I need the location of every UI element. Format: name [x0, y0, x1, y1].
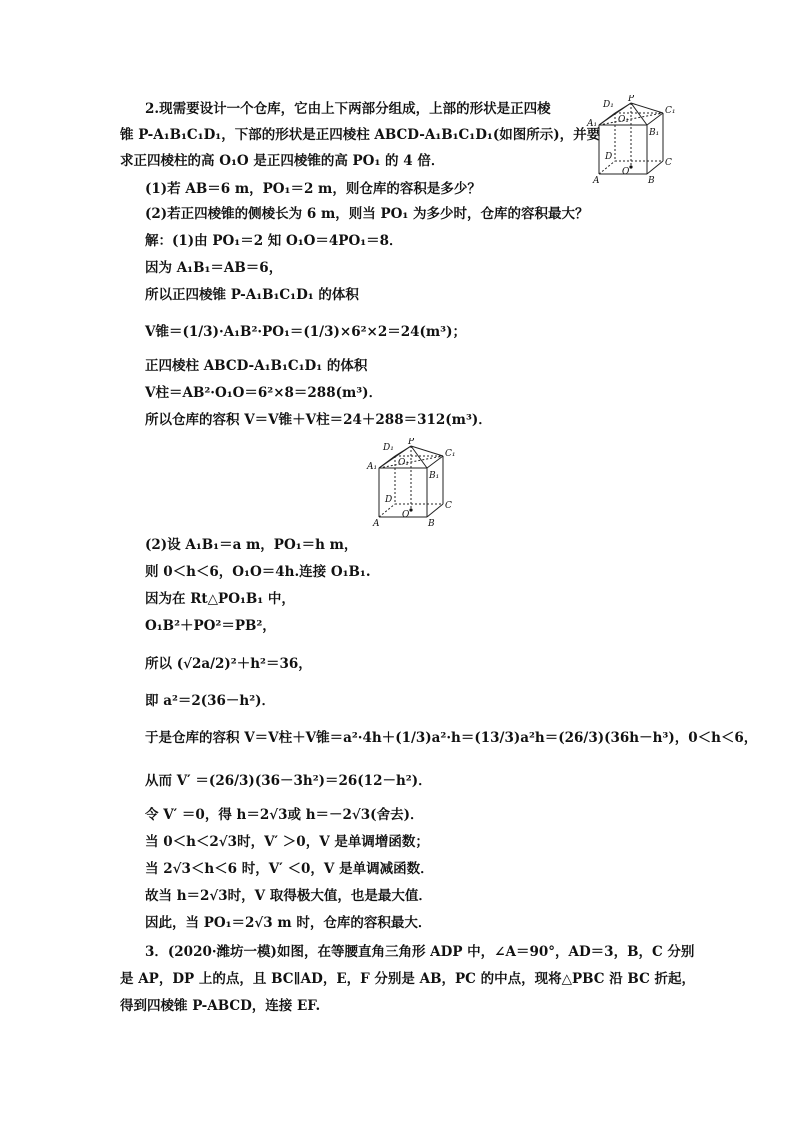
solution2-line-7: 于是仓库的容积 V＝V柱＋V锥＝a²·4h＋(1/3)a²·h＝(13/3)a²h＝(26/3)(36h－h³)，0＜h＜6， [145, 730, 758, 746]
fig2-label-c: C [445, 501, 452, 511]
fig2-label-o: O [402, 510, 410, 520]
solution1-line-7: 所以仓库的容积 V＝V锥＋V柱＝24＋288＝312(m³)． [145, 412, 492, 428]
fig2-label-a: A [373, 519, 380, 529]
fig2-label-d: D [385, 495, 393, 505]
problem2-line-2: 锥 P-A₁B₁C₁D₁，下部的形状是正四棱柱 ABCD-A₁B₁C₁D₁(如图所示)，并要 [120, 127, 601, 143]
fig2-label-p: P [408, 438, 415, 447]
solution1-line-1: 解：(1)由 PO₁＝2 知 O₁O＝4PO₁＝8． [145, 233, 403, 249]
solution1-line-5: 正四棱柱 ABCD-A₁B₁C₁D₁ 的体积 [145, 358, 368, 374]
solution2-line-12: 故当 h＝2√3时，V 取得极大值，也是最大值． [145, 888, 432, 904]
problem3-line-3: 得到四棱锥 P-ABCD，连接 EF. [120, 998, 321, 1014]
fig1-label-b1: B₁ [649, 128, 660, 138]
solution2-line-13: 因此，当 PO₁＝2√3 m 时，仓库的容积最大． [145, 915, 432, 931]
solution2-line-3: 因为在 Rt△PO₁B₁ 中， [145, 591, 295, 607]
solution2-line-9: 令 V′ ＝0，得 h＝2√3或 h＝－2√3(舍去)． [145, 807, 424, 823]
problem3-line-2: 是 AP，DP 上的点，且 BC∥AD，E，F 分别是 AB，PC 的中点，现将△PBC 沿 BC 折起， [120, 971, 696, 987]
warehouse-figure-1 [585, 95, 680, 187]
problem2-line-3: 求正四棱柱的高 O₁O 是正四棱锥的高 PO₁ 的 4 倍． [120, 153, 445, 169]
problem2-line-5: (2)若正四棱锥的侧棱长为 6 m，则当 PO₁ 为多少时，仓库的容积最大？ [145, 206, 589, 222]
problem2-line-1: 2.现需要设计一个仓库，它由上下两部分组成，上部的形状是正四棱 [145, 101, 551, 117]
solution1-line-3: 所以正四棱锥 P-A₁B₁C₁D₁ 的体积 [145, 287, 359, 303]
fig1-label-o1: O₁ [618, 115, 629, 125]
fig2-label-b1: B₁ [429, 471, 440, 481]
problem2-line-4: (1)若 AB＝6 m，PO₁＝2 m，则仓库的容积是多少？ [145, 181, 481, 197]
fig1-label-d: D [605, 152, 613, 162]
fig2-label-b: B [428, 519, 435, 529]
problem3-line-1: 3．(2020·潍坊一模)如图，在等腰直角三角形 ADP 中，∠A＝90°，AD＝3，B，C 分别 [145, 944, 695, 960]
warehouse-figure-2 [365, 438, 460, 530]
fig2-label-c1: C₁ [445, 449, 456, 459]
fig2-label-o1: O₁ [398, 458, 409, 468]
solution2-line-8: 从而 V′ ＝(26/3)(36－3h²)＝26(12－h²)． [145, 773, 432, 789]
fig2-label-a1: A₁ [367, 462, 378, 472]
solution2-line-2: 则 0＜h＜6，O₁O＝4h.连接 O₁B₁. [145, 564, 371, 580]
fig2-label-d1: D₁ [383, 443, 394, 453]
solution2-line-6: 即 a²＝2(36－h²)． [145, 693, 276, 709]
solution1-line-2: 因为 A₁B₁＝AB＝6， [145, 260, 283, 276]
fig1-label-b: B [648, 176, 655, 186]
fig1-label-c: C [665, 158, 672, 168]
fig1-label-a1: A₁ [587, 119, 598, 129]
fig1-label-p: P [628, 95, 635, 104]
solution2-line-1: (2)设 A₁B₁＝a m，PO₁＝h m， [145, 537, 358, 553]
solution2-line-4: O₁B²＋PO²＝PB²， [145, 618, 276, 634]
solution2-line-11: 当 2√3＜h＜6 时，V′ ＜0，V 是单调减函数． [145, 861, 434, 877]
solution1-line-6: V柱＝AB²·O₁O＝6²×8＝288(m³)． [145, 385, 383, 401]
fig1-label-o: O [622, 167, 630, 177]
fig1-label-d1: D₁ [603, 100, 614, 110]
solution1-line-4: V锥＝(1/3)·A₁B²·PO₁＝(1/3)×6²×2＝24(m³)； [145, 324, 466, 340]
solution2-line-5: 所以 (√2a/2)²＋h²＝36， [145, 656, 312, 672]
fig1-label-a: A [593, 176, 600, 186]
fig1-label-c1: C₁ [665, 106, 676, 116]
solution2-line-10: 当 0＜h＜2√3时，V′ ＞0，V 是单调增函数； [145, 834, 429, 850]
